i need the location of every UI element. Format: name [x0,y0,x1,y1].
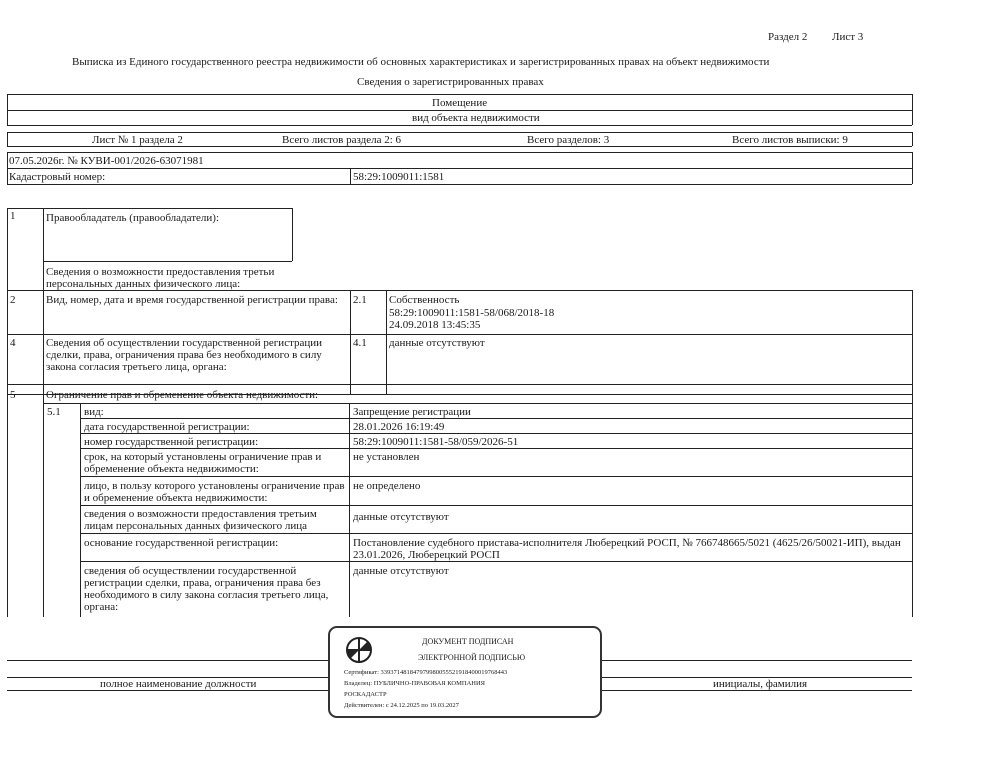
row-1-label: Правообладатель (правообладатели): [46,212,220,224]
total-sheets-section: Всего листов раздела 2: 6 [282,134,402,146]
date-number: 07.05.2026г. № КУВИ-001/2026-63071981 [9,155,204,167]
row-1-third-party-label: Сведения о возможности предоставления третьи персональных данных физического лица: [46,266,275,290]
restriction-type-value: Запрещение регистрации [353,406,471,418]
initials-caption: инициалы, фамилия [713,678,808,690]
restriction-beneficiary-value: не определено [353,480,421,492]
row-4-value: данные отсутствуют [389,337,485,349]
cadastral-label: Кадастровый номер: [9,171,106,183]
row-2-label: Вид, номер, дата и время государственной регистрации права: [46,294,338,306]
stamp-validity: Действителен: с 24.12.2025 по 19.03.2027 [344,702,459,709]
restriction-consent-label: сведения об осуществлении государственной регистрации сделки, права, ограничения права без необходимого в силу закона согласия третьего лица, органа: [84,565,329,613]
emblem-icon [344,635,374,665]
restriction-third-party-value: данные отсутствуют [353,511,449,523]
restriction-number-value: 58:29:1009011:1581-58/059/2026-51 [353,436,519,448]
restriction-term-label: срок, на который установлены ограничение прав и обременение объекта недвижимости: [84,451,322,475]
stamp-certificate: Сертификат: 339371481847979980055521918400019768443 [344,669,508,676]
restriction-number-label: номер государственной регистрации: [84,436,259,448]
total-sheets-extract: Всего листов выписки: 9 [732,134,848,146]
stamp-title-2: ЭЛЕКТРОННОЙ ПОДПИСЬЮ [418,653,526,662]
sheet-number: Лист 3 [832,31,864,43]
row-5-sub-number: 5.1 [47,406,61,418]
row-2-right-type: Собственность [389,294,460,306]
total-sections: Всего разделов: 3 [527,134,610,146]
restriction-date-label: дата государственной регистрации: [84,421,250,433]
sheet-of-section: Лист № 1 раздела 2 [92,134,183,146]
stamp-owner-2: РОСКАДАСТР [344,691,387,698]
restriction-term-value: не установлен [353,451,420,463]
row-2-sub-number: 2.1 [353,294,367,306]
document-title: Выписка из Единого государственного реестра недвижимости об основных характеристиках и зарегистрированных правах на объект недвижимости [72,56,770,68]
restriction-type-label: вид: [84,406,104,418]
row-4-label: Сведения об осуществлении государственной регистрации сделки, права, ограничения права без необходимого в силу закона согласия третьего лица, органа: [46,337,323,373]
row-4-sub-number: 4.1 [353,337,367,349]
document-subtitle: Сведения о зарегистрированных правах [357,76,544,88]
cadastral-value: 58:29:1009011:1581 [353,171,445,183]
row-2-registration-date: 24.09.2018 13:45:35 [389,319,481,331]
restriction-consent-value: данные отсутствуют [353,565,449,577]
row-4-number: 4 [10,337,16,349]
row-5-number: 5 [10,389,16,401]
restriction-basis-value: Постановление судебного пристава-исполнителя Люберецкий РОСП, № 766748665/5021 (4625/26/50021-ИП), выдан 23.01.2026, Люберецкий РОСП [353,537,901,561]
restriction-date-value: 28.01.2026 16:19:49 [353,421,445,433]
restriction-basis-label: основание государственной регистрации: [84,537,279,549]
object-type: Помещение [432,97,488,109]
row-2-number: 2 [10,294,16,306]
position-caption: полное наименование должности [100,678,257,690]
electronic-signature-stamp [328,626,602,718]
row-5-label: Ограничение прав и обременение объекта недвижимости: [46,389,319,401]
row-1-number: 1 [10,210,16,222]
object-type-caption: вид объекта недвижимости [412,112,540,124]
row-2-registration-number: 58:29:1009011:1581-58/068/2018-18 [389,307,555,319]
stamp-owner-1: Владелец: ПУБЛИЧНО-ПРАВОВАЯ КОМПАНИЯ [344,680,485,687]
stamp-title-1: ДОКУМЕНТ ПОДПИСАН [422,637,514,646]
restriction-beneficiary-label: лицо, в пользу которого установлены ограничение прав и обременение объекта недвижимости: [84,480,345,504]
section-number: Раздел 2 [768,31,808,43]
restriction-third-party-label: сведения о возможности предоставления третьим лицам персональных данных физического лица [84,508,317,532]
